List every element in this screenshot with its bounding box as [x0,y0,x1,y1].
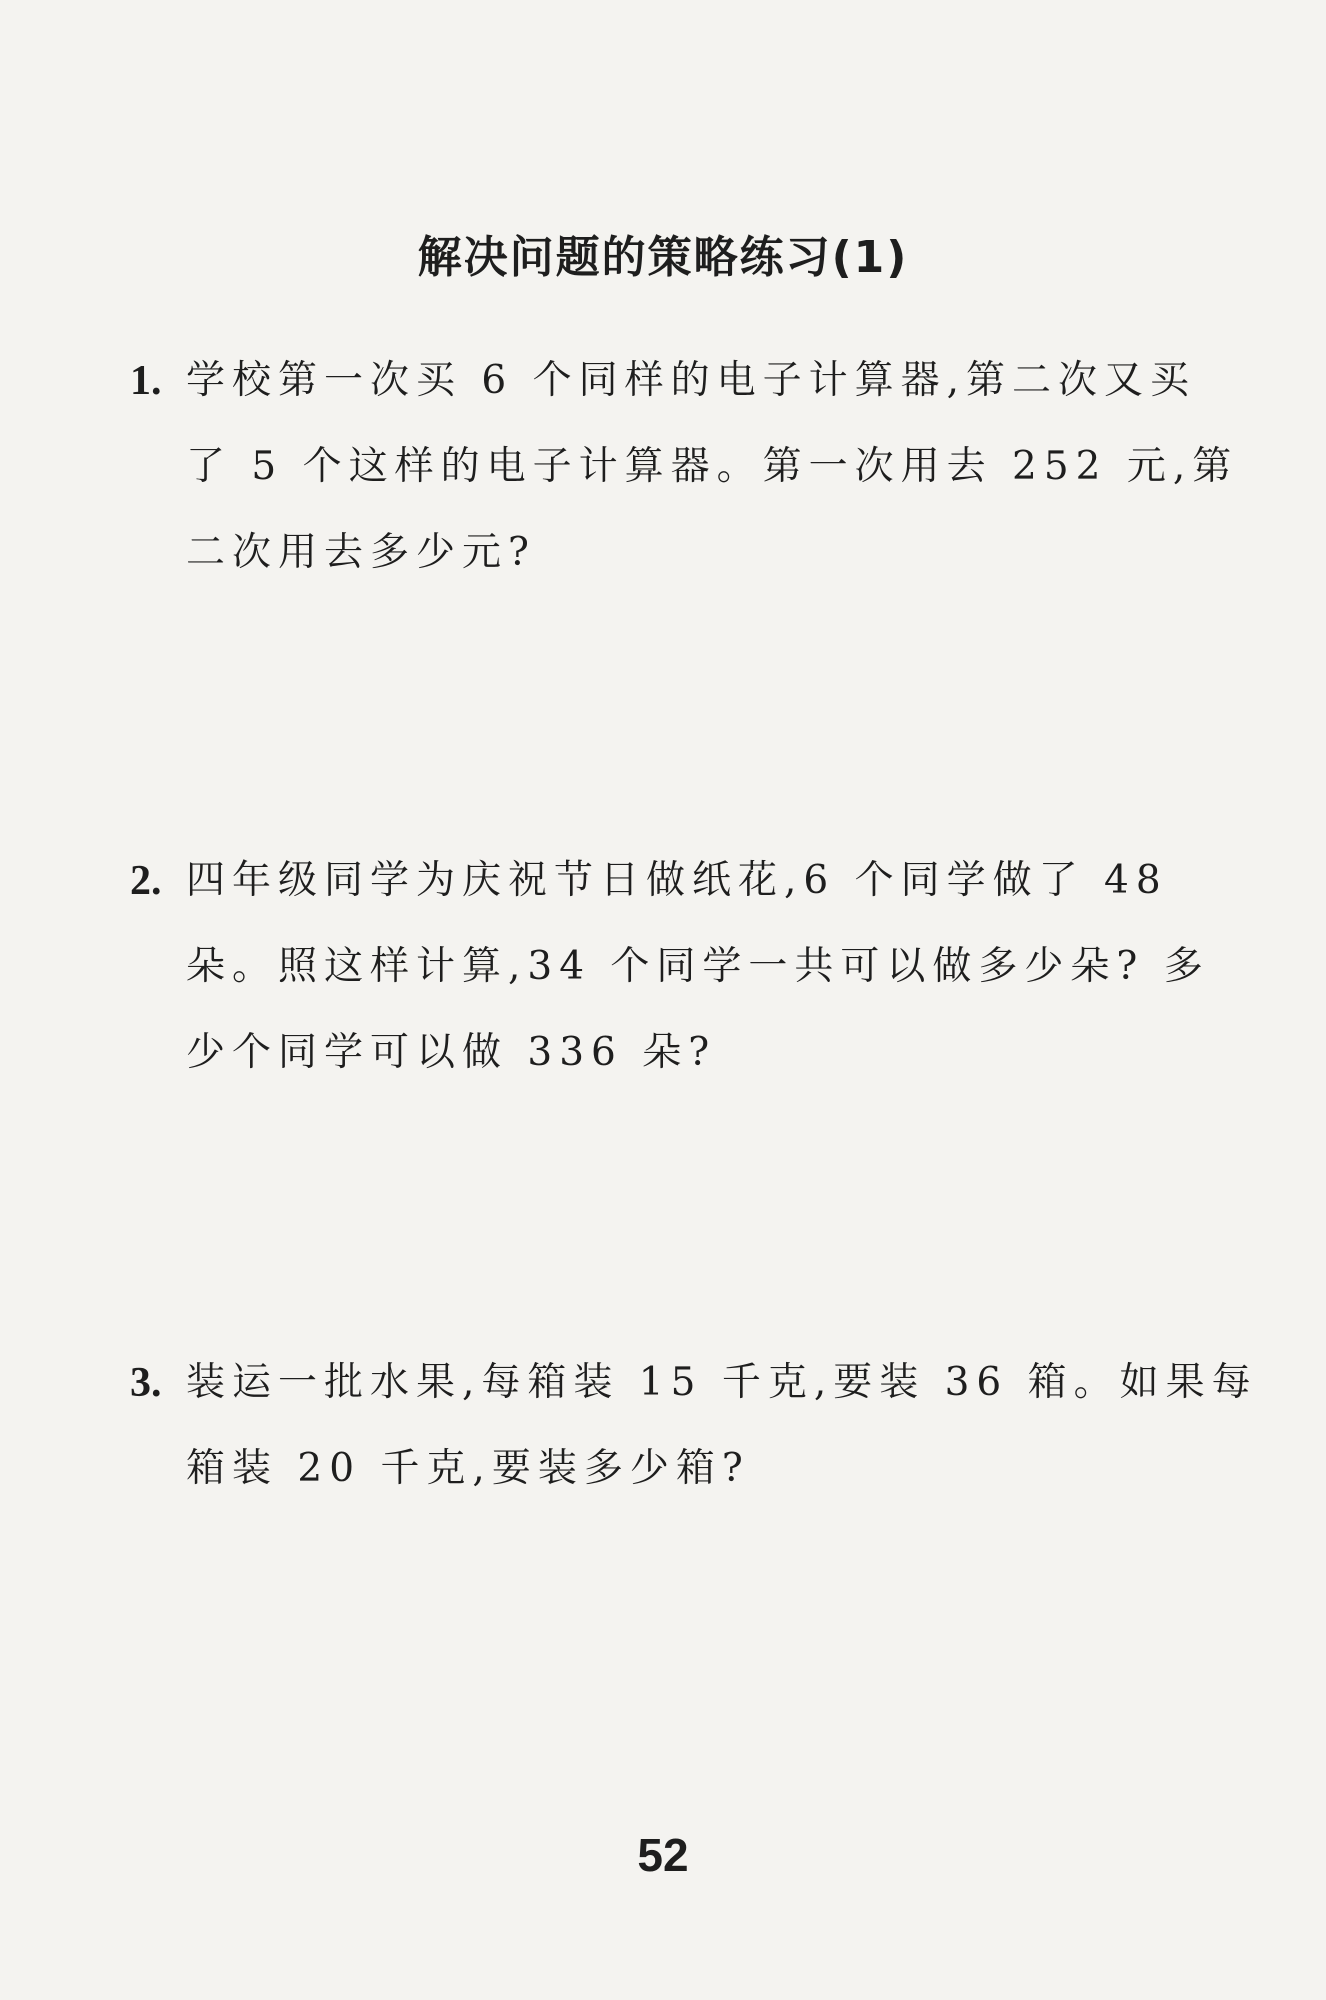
question-text-line: 二次用去多少元? [186,530,536,575]
question-text-line: 朵。照这样计算,34 个同学一共可以做多少朵? 多 [186,944,1210,989]
question-number: 1. [130,358,162,404]
question-text-line: 少个同学可以做 336 朵? [186,1030,717,1075]
question-2 [130,838,1210,1096]
question-number: 2. [130,858,162,904]
question-text-line: 学校第一次买 6 个同样的电子计算器,第二次又买 [186,358,1197,403]
question-1 [130,338,1239,596]
question-number: 3. [130,1360,162,1406]
question-text-line: 四年级同学为庆祝节日做纸花,6 个同学做了 48 [186,858,1168,903]
question-3 [130,1340,1258,1512]
question-text-line: 箱装 20 千克,要装多少箱? [186,1446,750,1491]
question-text-line: 了 5 个这样的电子计算器。第一次用去 252 元,第 [186,444,1239,489]
page-title: 解决问题的策略练习(1) [417,232,909,283]
page-number: 52 [637,1829,689,1881]
question-text-line: 装运一批水果,每箱装 15 千克,要装 36 箱。如果每 [186,1360,1258,1405]
